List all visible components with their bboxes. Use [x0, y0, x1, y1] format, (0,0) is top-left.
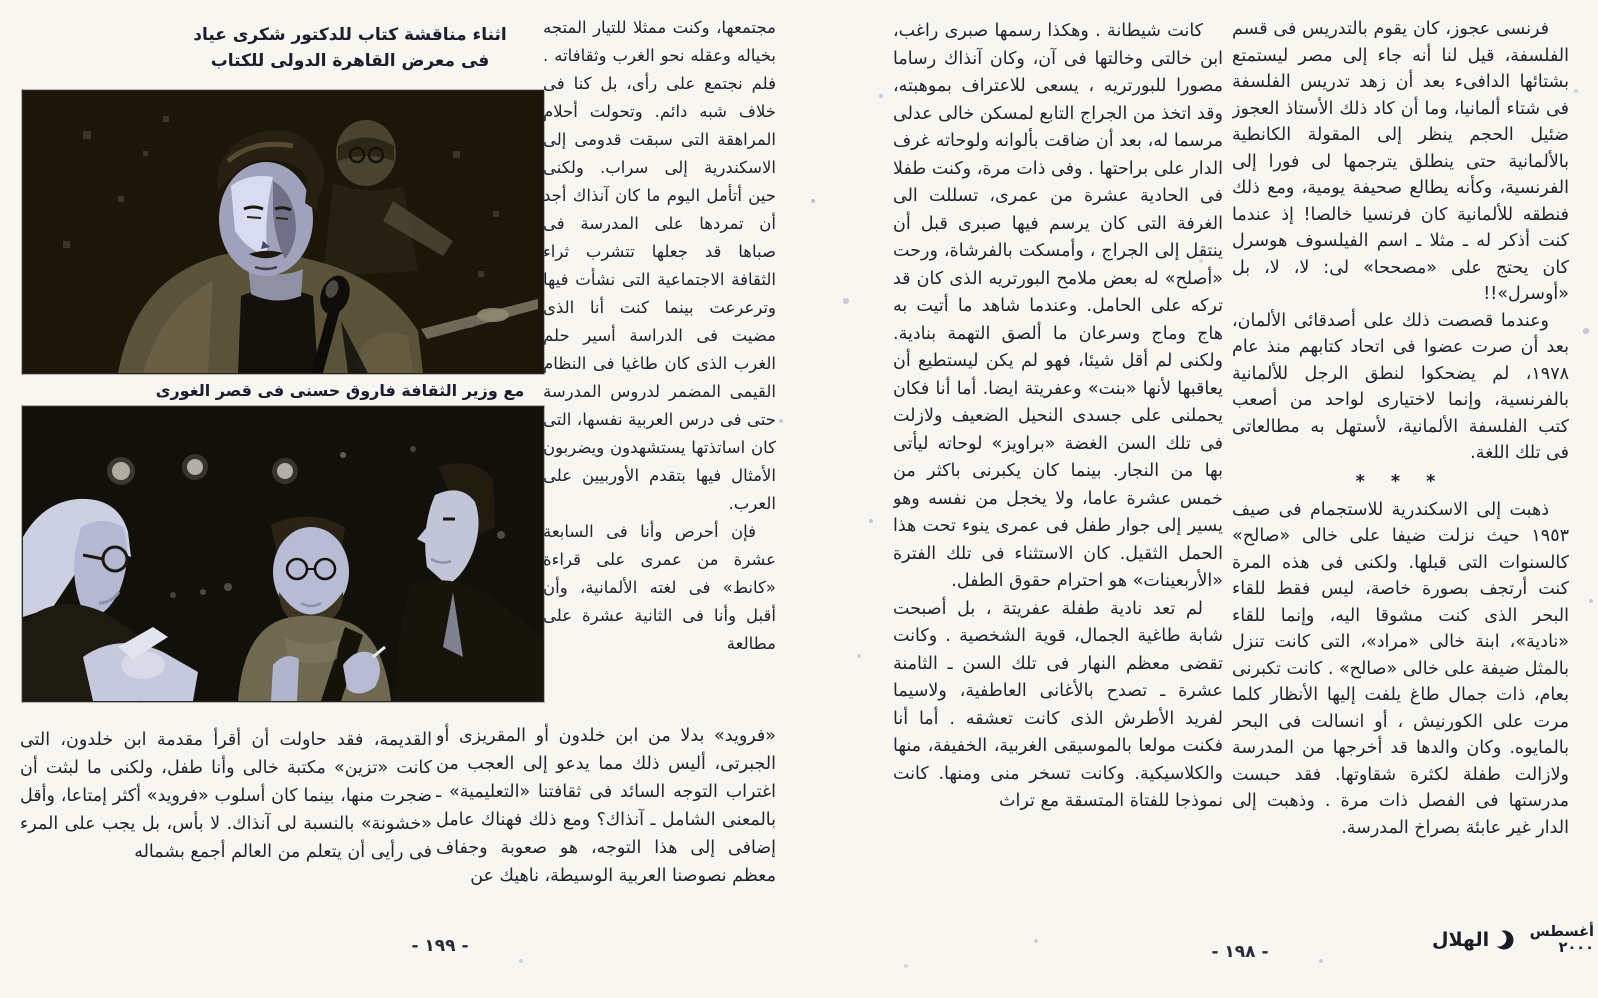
caption-book-fair-line1: اثناء مناقشة كتاب للدكتور شكرى عياد [193, 25, 507, 45]
photo-book-fair [22, 90, 544, 374]
issue-date: أغسطس ٢٠٠٠ [1529, 924, 1594, 956]
caption-book-fair [140, 22, 560, 74]
paragraph: لم تعد نادية طفلة عفريتة ، بل أصبحت شابة طاغية الجمال، قوية الشخصية . وكانت تقضى معظم النهار فى تلك السن ـ الثامنة عشرة ـ تصدح بالأغانى العاطفية، ولاسيما لفريد الأطرش الذى كانت تعشقه . أما أنا فكنت مولعا بالموسيقى الغربية، الخفيفة، منها والكلاسيكية. وكانت تسخر منى ومنها. كانت نموذجا للفتاة المتسقة مع تراث [893, 598, 1223, 811]
column-main-left-page [543, 14, 776, 722]
photo-book-fair-art [23, 91, 543, 373]
paragraph: ذهبت إلى الاسكندرية للاستجمام فى صيف ١٩٥٣ حيث نزلت ضيفا على خالى «صالح» كالسنوات التى قبلها. ولكنى فى هذه المرة كنت أرتجف بصورة خاصة، ليس فقط للقاء البحر الذى كنت مشوقا اليه، وإنما للقاء «نادية»، ابنة خالى «مراد»، التى كانت تنزل بالمثل ضيفة على خالى «صالح» . كانت تكبرنى بعام، ذات جمال طاغ يلفت إليها الأنظار كلما مرت على الكورنيش ، أو انسالت فى البحر بالمايوه. وكان والدها قد أخرجها من المدرسة ولازالت طفلة لكثرة شقاوتها. فقد حبست مدرستها فى الفصل ذات مرة . وذهبت إلى الدار غير عابئة بصراخ المدرسة. [1232, 499, 1569, 838]
scan-noise [0, 0, 2, 2]
wide-continuation-block [436, 722, 776, 924]
caption-ghouri-palace [120, 378, 560, 404]
magazine-brand [1432, 924, 1594, 956]
brand-name: الهلال [1432, 929, 1490, 951]
caption-book-fair-line2: فى معرض القاهرة الدولى للكتاب [210, 51, 490, 71]
paragraph: فإن أحرص وأنا فى السابعة عشرة من عمرى على قراءة «كانط» فى لغته الألمانية، وأن أقبل وأنا فى الثانية عشرة على مطالعة [543, 522, 776, 653]
paragraph: وعندما قصصت ذلك على أصدقائى الألمان، بعد أن صرت عضوا فى اتحاد كتابهم منذ عام ١٩٧٨، لم يضحكوا لنطق الرجل للألمانية بالفرنسية، وإنما لاختيارى لواحد من أصعب كتب الفلسفة الألمانية، لأستهل به مطالعاتى فى تلك اللغة. [1232, 310, 1569, 463]
column-second-right-page [893, 18, 1223, 954]
photo-ghouri-palace-art [23, 407, 543, 701]
column-first-right-page [1232, 16, 1569, 930]
section-separator: * * * [1355, 471, 1446, 492]
page-number-199: - ١٩٩ - [411, 936, 469, 956]
bottom-continuation-block [20, 726, 432, 928]
caption-ghouri-palace-text: مع وزير الثقافة فاروق حسنى فى قصر الغورى [155, 381, 525, 400]
page-number-198: - ١٩٨ - [1211, 942, 1269, 962]
paragraph: «فرويد» بدلا من ابن خلدون أو المقريزى أو الجبرتى، أليس ذلك مما يدعو إلى العجب من اغتراب التوجه السائد فى ثقافتنا «التعليمية» ـ بالمعنى الشامل ـ آنذاك؟ ومع ذلك فهناك عامل إضافى إلى هذا التوجه، هو صعوبة وجفاف معظم نصوصنا العربية الوسيطة، ناهيك عن [436, 726, 776, 886]
paragraph: فرنسى عجوز، كان يقوم بالتدريس فى قسم الفلسفة، قيل لنا أنه جاء إلى مصر ليستمتع بشتائها الدافىء بعد أن زهد تدريس الفلسفة فى شتاء ألمانيا، وما أن كاد ذلك الأستاذ العجوز ضئيل الحجم ينظر إلى المقولة الكانطية بالألمانية حتى ينطلق يترجمها لى فورا إلى الفرنسية، وكأنه يطالع صحيفة يومية، ومع ذلك فنطقه للألمانية كان فرنسيا خالصا! إذ عندما كنت أذكر له ـ مثلا ـ اسم الفيلسوف هوسرل كان يحتج على «مصححا» لى: لا، لا، بل «أوسرل»!! [1232, 19, 1569, 304]
crescent-icon [1493, 929, 1515, 951]
paragraph: مجتمعها، وكنت ممثلا للتيار المتجه بخياله وعقله نحو الغرب وثقافاته . فلم نجتمع على رأى، بل كنا فى خلاف شبه دائم. وتحولت أحلام المراهقة التى سبقت قدومى إلى الاسكندرية إلى سراب. ولكنى حين أتأمل اليوم ما كان آنذاك أجد أن تمردها على المدرسة فى صباها قد جعلها تتشرب ثراء الثقافة الاجتماعية التى نشأت فيها وترعرعت بينما كنت أنا الذى مضيت فى الدراسة أسير حلم الغرب الذى كان طاغيا فى النظام القيمى المضمر لدروس المدرسة حتى فى درس العربية نفسها، التى كان اساتذتها يستشهدون ويضربون الأمثال فيها بتقدم الأوربيين على العرب. [543, 18, 776, 513]
paragraph: القديمة، فقد حاولت أن أقرأ مقدمة ابن خلدون، التى كانت «تزين» مكتبة خالى وأنا طفل، ولكنى ما لبثت أن ضجرت منها، بينما كان أسلوب «فرويد» أكثر إمتاعا، وأقل «خشونة» بالنسبة لى آنذاك. لا بأس، بل يجب على المرء فى رأيى أن يتعلم من العالم أجمع بشماله [20, 730, 432, 862]
photo-ghouri-palace [22, 406, 544, 702]
paragraph: كانت شيطانة . وهكذا رسمها صبرى راغب، ابن خالتى وخالتها فى آن، وكان آنذاك رساما مصورا للبورتريه ، يسعى للاعتراف بموهبته، وقد اتخذ من الجراج التابع لمسكن خالى عدلى مرسما له، بعد أن ضاقت بألوانه ولوحاته غرف الدار على براحتها . وفى ذات مرة، وكنت طفلا فى الحادية عشرة من عمرى، تسللت الى الغرفة التى كان يرسم فيها صبرى قبل أن ينتقل إلى الجراج ، وأمسكت بالفرشاة، ورحت «أصلح» له بعض ملامح البورتريه الذى كان قد تركه على الحامل. وعندما شاهد ما أتيت به هاج وماج وسرعان ما ألصق التهمة بنادية. ولكنى لم أقل شيئا، فهو لم يكن ليستطيع أن يعاقبها لأنها «بنت» وعفريتة ايضا. أما أنا فكان يحملنى على جسدى النحيل الضعيف ولازلت فى تلك السن الغضة «براويز» لوحاته ليأتى بها من النجار. بينما كان يكبرنى باكثر من خمس عشرة عاما، ولا يخجل من نفسه وهو يسير إلى جوار طفل فى عمرى ينوء تحت هذا الحمل الثقيل. كان الاستثناء فى تلك الفترة «الأربعينات» هو احترام حقوق الطفل. [893, 21, 1223, 591]
